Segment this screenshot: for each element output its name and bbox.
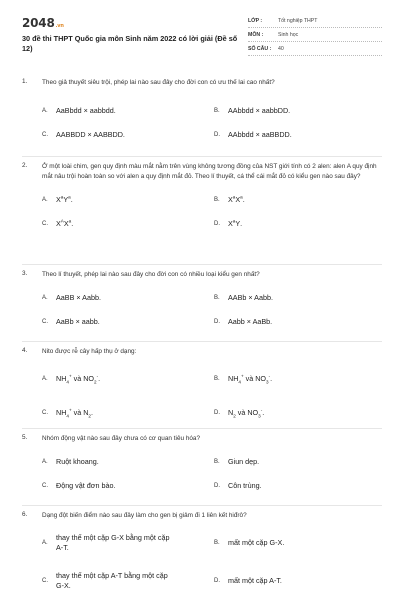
option-letter: D.: [214, 410, 220, 416]
option-b[interactable]: [214, 99, 386, 123]
option-text: $X^aY$.: [228, 218, 243, 228]
meta-value: Tốt nghiệp THPT: [278, 17, 318, 24]
question-number: 3.: [22, 270, 28, 277]
option-text: $X^AX^a$.: [56, 218, 74, 228]
option-letter: A.: [42, 459, 48, 465]
option-text: $N_2$ và $NO_3^-$.: [228, 407, 265, 419]
option-a[interactable]: [42, 527, 214, 559]
option-text: Động vật đơn bào.: [56, 481, 116, 490]
question-text: Dạng đột biến điểm nào sau đây làm cho gen bị giảm đi 1 liên kết hiđrô?: [42, 512, 247, 519]
option-letter: C.: [42, 319, 48, 325]
logo-suffix: .vn: [55, 23, 64, 29]
meta-row-class: [248, 14, 382, 28]
option-text: AABBDD × AABBDD.: [56, 130, 125, 139]
question-5: [22, 429, 382, 505]
meta-value: 40: [278, 45, 284, 52]
option-a[interactable]: [42, 188, 214, 212]
option-c[interactable]: [42, 474, 214, 498]
option-letter: A.: [42, 376, 48, 382]
option-letter: B.: [214, 376, 220, 382]
meta-row-subject: [248, 28, 382, 42]
site-logo[interactable]: [22, 16, 64, 30]
option-text: $NH_4^+$ và $N_2$.: [56, 407, 93, 419]
option-text: mất một cặp G-X.: [228, 538, 285, 547]
option-a[interactable]: [42, 450, 214, 474]
document-title: 30 đề thi THPT Quốc gia môn Sinh năm 2022 có lời giải (Đề số 12): [22, 34, 238, 53]
option-letter: C.: [42, 483, 48, 489]
option-c[interactable]: [42, 212, 214, 236]
option-text: AAbbdd × aabbDD.: [228, 106, 291, 115]
question-list: [22, 78, 382, 600]
meta-value: Sinh học: [278, 31, 299, 38]
question-text: Nhóm động vật nào sau đây chưa có cơ quan tiêu hóa?: [42, 435, 201, 442]
option-c[interactable]: [42, 123, 214, 147]
question-number: 6.: [22, 511, 28, 518]
option-a[interactable]: [42, 286, 214, 310]
option-letter: A.: [42, 295, 48, 301]
meta-key: LỚP :: [248, 17, 263, 24]
option-b[interactable]: [214, 527, 386, 559]
option-d[interactable]: [214, 474, 386, 498]
option-letter: B.: [214, 197, 220, 203]
option-text: thay thế một cặp A-T bằng một cặp G-X.: [56, 571, 168, 590]
option-text: AaBB × Aabb.: [56, 293, 101, 302]
option-text: Aabb × AaBb.: [228, 317, 273, 326]
meta-key: MÔN :: [248, 31, 264, 38]
option-b[interactable]: [214, 450, 386, 474]
option-text: AAbbdd × aaBBDD.: [228, 130, 292, 139]
option-c[interactable]: [42, 401, 214, 425]
question-1: [22, 78, 382, 156]
option-text: AABb × Aabb.: [228, 293, 273, 302]
option-text: $X^aY^a$.: [56, 194, 73, 204]
option-text: $NH_4^+$ và $NO_3^-$.: [228, 373, 273, 385]
option-letter: C.: [42, 132, 48, 138]
option-letter: C.: [42, 578, 48, 584]
question-text: Nito được rễ cây hấp thụ ở dạng:: [42, 348, 137, 355]
question-4: [22, 342, 382, 428]
option-text: Ruột khoang.: [56, 457, 99, 466]
option-text: mất một cặp A-T.: [228, 576, 282, 585]
option-b[interactable]: [214, 286, 386, 310]
option-letter: B.: [214, 540, 220, 546]
option-b[interactable]: [214, 367, 386, 391]
option-letter: C.: [42, 221, 48, 227]
option-letter: A.: [42, 197, 48, 203]
option-letter: C.: [42, 410, 48, 416]
question-text: Theo lí thuyết, phép lai nào sau đây cho đời con có nhiều loại kiểu gen nhất?: [42, 271, 260, 278]
meta-row-count: [248, 42, 382, 56]
question-3: [22, 265, 382, 341]
exam-meta: [248, 14, 382, 56]
option-letter: D.: [214, 221, 220, 227]
option-text: $NH_4^+$ và $NO_2^-$.: [56, 373, 101, 385]
option-d[interactable]: [214, 123, 386, 147]
meta-key: SỐ CÂU :: [248, 45, 272, 52]
option-b[interactable]: [214, 188, 386, 212]
option-d[interactable]: [214, 401, 386, 425]
option-c[interactable]: [42, 310, 214, 334]
question-text: Theo giả thuyết siêu trội, phép lai nào sau đây cho đời con có ưu thế lai cao nhất?: [42, 79, 275, 86]
option-letter: B.: [214, 295, 220, 301]
option-a[interactable]: [42, 367, 214, 391]
question-2: [22, 157, 382, 264]
option-text: thay thế một cặp G-X bằng một cặp A-T.: [56, 533, 170, 552]
option-letter: D.: [214, 319, 220, 325]
option-letter: A.: [42, 540, 48, 546]
document-header: [22, 14, 382, 58]
option-text: Giun dẹp.: [228, 457, 260, 466]
option-letter: A.: [42, 108, 48, 114]
option-d[interactable]: [214, 565, 386, 597]
option-letter: B.: [214, 108, 220, 114]
question-number: 2.: [22, 162, 28, 169]
option-text: $X^aX^a$.: [228, 194, 245, 204]
question-number: 4.: [22, 347, 28, 354]
option-letter: D.: [214, 578, 220, 584]
logo-text: 2048: [22, 16, 55, 30]
option-letter: D.: [214, 132, 220, 138]
option-letter: D.: [214, 483, 220, 489]
option-a[interactable]: [42, 99, 214, 123]
option-d[interactable]: [214, 310, 386, 334]
option-c[interactable]: [42, 565, 214, 597]
question-number: 5.: [22, 434, 28, 441]
option-text: AaBb × aabb.: [56, 317, 100, 326]
question-6: [22, 506, 382, 600]
question-text: Ở một loài chim, gen quy định màu mắt nằm trên vùng không tương đồng của NST giới tính có 2 alen: alen A quy định mắt nâu trội hoàn toàn so với alen a quy định mắt đỏ. Theo lí thuyết, cá thể cái mắt đỏ có kiểu gen nào sau đây?: [42, 163, 377, 180]
option-d[interactable]: [214, 212, 386, 236]
question-number: 1.: [22, 78, 28, 85]
option-text: AaBbdd × aabbdd.: [56, 106, 116, 115]
option-text: Côn trùng.: [228, 481, 262, 490]
option-letter: B.: [214, 459, 220, 465]
